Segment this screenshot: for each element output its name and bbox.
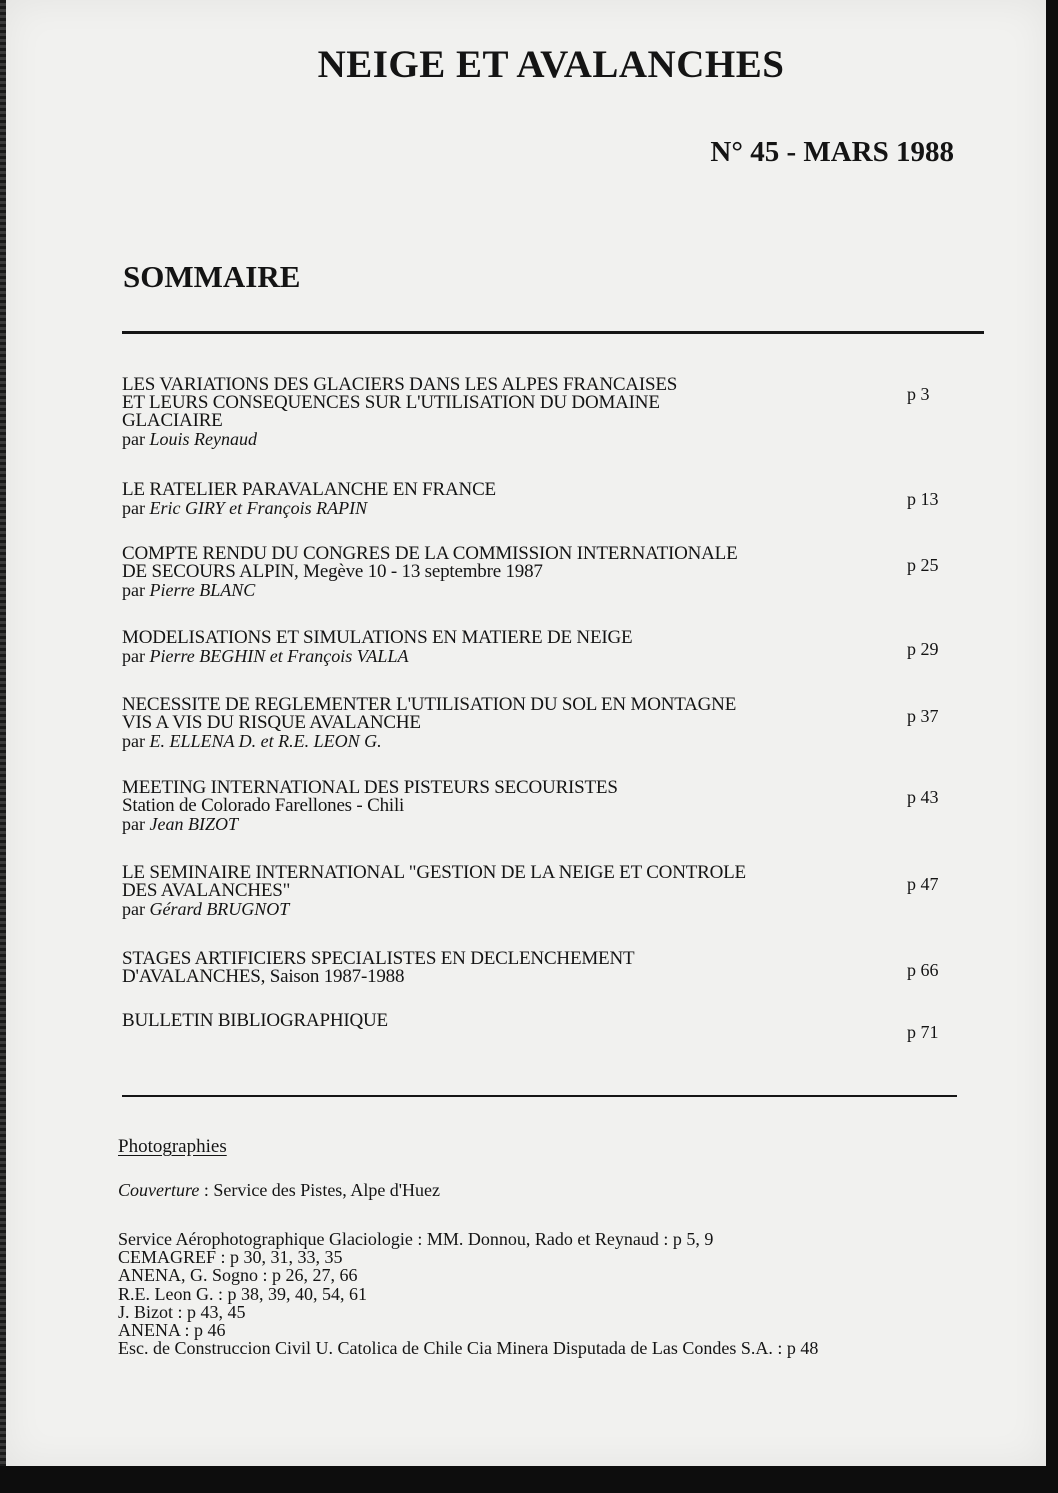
photo-credit-list <box>118 1230 818 1357</box>
toc-entry-title-line: COMPTE RENDU DU CONGRES DE LA COMMISSION INTERNATIONALE <box>122 543 738 564</box>
photo-credit-line: Service Aérophotographique Glaciologie : MM. Donnou, Rado et Reynaud : p 5, 9 <box>118 1229 714 1249</box>
toc-entry-title-line: NECESSITE DE REGLEMENTER L'UTILISATION DU SOL EN MONTAGNE <box>122 694 737 715</box>
toc-entry-title-line: LE RATELIER PARAVALANCHE EN FRANCE <box>122 479 496 500</box>
toc-entry <box>122 1010 982 1042</box>
author-prefix: par <box>122 498 150 518</box>
toc-entry <box>122 481 982 518</box>
author-names: E. ELLENA D. et R.E. LEON G. <box>149 731 382 751</box>
issue-number: N° 45 - MARS 1988 <box>710 136 954 168</box>
toc-entry-title-line: LES VARIATIONS DES GLACIERS DANS LES ALPES FRANCAISES <box>122 374 678 395</box>
toc-entry-author <box>122 647 982 666</box>
toc-entry <box>122 864 982 919</box>
toc-entry-author <box>122 815 982 834</box>
toc-entry-author <box>122 581 982 600</box>
toc-entry-page: p 66 <box>907 960 939 980</box>
toc-entry-page: p 13 <box>907 489 939 509</box>
author-prefix: par <box>122 899 150 919</box>
photo-credit-line: J. Bizot : p 43, 45 <box>118 1301 246 1322</box>
toc-entry-author <box>122 732 982 751</box>
author-names: Eric GIRY et François RAPIN <box>149 498 368 518</box>
cover-label: Couverture <box>118 1180 200 1200</box>
toc-entry-title-line: STAGES ARTIFICIERS SPECIALISTES EN DECLENCHEMENT <box>122 948 635 969</box>
photo-credit-line: Esc. de Construccion Civil U. Catolica de Chile Cia Minera Disputada de Las Condes S.A. : p 48 <box>118 1338 819 1359</box>
toc-entry-page: p 47 <box>907 874 939 894</box>
toc-entry <box>122 779 982 834</box>
photo-credits-heading: Photographies <box>118 1136 227 1157</box>
author-prefix: par <box>122 429 150 449</box>
photo-credits-section <box>118 1136 1018 1359</box>
author-prefix: par <box>122 580 150 600</box>
toc-entry-page: p 71 <box>907 1022 939 1042</box>
cover-text: : Service des Pistes, Alpe d'Huez <box>199 1180 441 1200</box>
journal-title: NEIGE ET AVALANCHES <box>317 43 785 86</box>
author-names: Gérard BRUGNOT <box>149 899 290 919</box>
bottom-divider <box>122 1095 957 1097</box>
toc-entry-title-line: GLACIAIRE <box>122 410 223 431</box>
toc-entry <box>122 696 982 751</box>
author-names: Jean BIZOT <box>149 814 238 834</box>
toc-entry-title-line: BULLETIN BIBLIOGRAPHIQUE <box>122 1010 388 1031</box>
toc-entry-author <box>122 430 982 449</box>
author-prefix: par <box>122 646 150 666</box>
toc-entry-page: p 37 <box>907 706 939 726</box>
toc-entry-author <box>122 499 982 518</box>
toc-entry-title-line: ET LEURS CONSEQUENCES SUR L'UTILISATION DU DOMAINE <box>122 392 660 413</box>
toc-entry-page: p 25 <box>907 555 939 575</box>
author-names: Pierre BLANC <box>149 580 256 600</box>
author-names: Louis Reynaud <box>149 429 257 449</box>
author-prefix: par <box>122 814 150 834</box>
toc-entry-page: p 29 <box>907 639 939 659</box>
photo-credit-line: ANENA, G. Sogno : p 26, 27, 66 <box>118 1265 358 1286</box>
toc-entry-title-line: MEETING INTERNATIONAL DES PISTEURS SECOURISTES <box>122 777 618 798</box>
photo-credit-line: ANENA : p 46 <box>118 1320 226 1341</box>
author-prefix: par <box>122 731 150 751</box>
toc-entry <box>122 545 982 600</box>
toc-entry <box>122 950 982 986</box>
author-names: Pierre BEGHIN et François VALLA <box>149 646 409 666</box>
toc-entry-title-line: MODELISATIONS ET SIMULATIONS EN MATIERE DE NEIGE <box>122 627 633 648</box>
document-page <box>6 0 1046 1466</box>
toc-entry-title-line: DES AVALANCHES" <box>122 880 291 901</box>
toc-entry-page: p 3 <box>907 384 930 404</box>
toc-entry-author <box>122 900 982 919</box>
toc-entry-title-line: DE SECOURS ALPIN, Megève 10 - 13 septembre 1987 <box>122 561 543 582</box>
cover-credit <box>118 1180 440 1201</box>
toc-entry <box>122 629 982 666</box>
sommaire-heading: SOMMAIRE <box>123 259 301 294</box>
toc-entry-title-line: Station de Colorado Farellones - Chili <box>122 795 405 816</box>
top-divider <box>122 331 984 334</box>
photo-credit-line: CEMAGREF : p 30, 31, 33, 35 <box>118 1247 343 1268</box>
toc-entry-title-line: D'AVALANCHES, Saison 1987-1988 <box>122 966 405 987</box>
photo-credit-line: R.E. Leon G. : p 38, 39, 40, 54, 61 <box>118 1283 367 1304</box>
toc-entry <box>122 376 982 449</box>
toc-entry-title-line: VIS A VIS DU RISQUE AVALANCHE <box>122 712 421 733</box>
toc-entry-title-line: LE SEMINAIRE INTERNATIONAL "GESTION DE LA NEIGE ET CONTROLE <box>122 862 746 883</box>
toc-entry-page: p 43 <box>907 787 939 807</box>
